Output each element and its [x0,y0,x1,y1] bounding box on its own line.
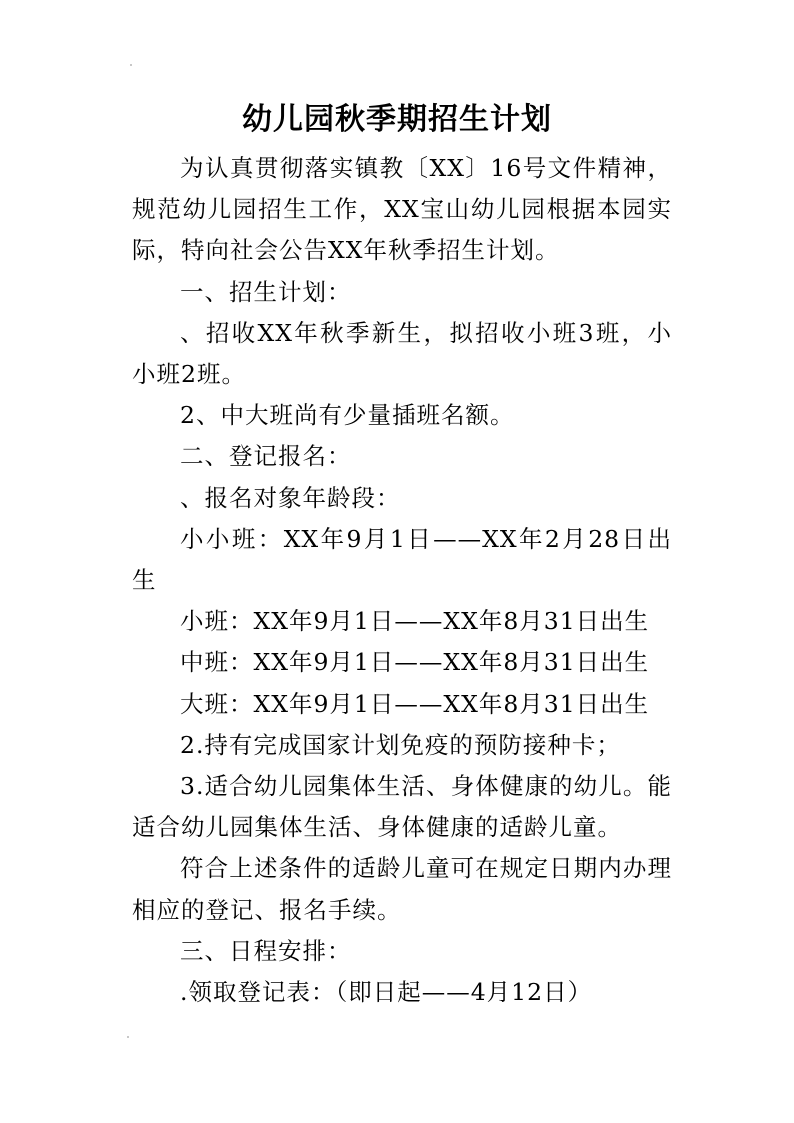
paragraph-age-groups: 、报名对象年龄段： [180,483,401,512]
paragraph-new-students: 、招收XX年秋季新生，拟招收小班3班，小小班2班。 [132,318,672,389]
paragraph-eligibility: 符合上述条件的适龄儿童可在规定日期内办理相应的登记、报名手续。 [132,854,672,924]
document-body [132,148,672,1013]
document-title: 幼儿园秋季期招生计划 [242,102,552,137]
paragraph-transfer-quota: 2、中大班尚有少量插班名额。 [180,401,515,430]
paragraph-vaccination: 2.持有完成国家计划免疫的预防接种卡； [180,730,621,759]
paragraph-senior-class: 大班：XX年9月1日——XX年8月31日出生 [180,689,650,718]
paragraph-toddler-class: 小小班：XX年9月1日——XX年2月28日出生 [132,524,672,595]
paragraph-form-pickup: .领取登记表：（即日起——4月12日） [180,978,593,1007]
heading-registration: 二、登记报名： [180,442,352,471]
paragraph-health: 3.适合幼儿园集体生活、身体健康的幼儿。能适合幼儿园集体生活、身体健康的适龄儿童。 [132,772,672,842]
heading-enrollment-plan: 一、招生计划： [180,277,352,306]
scan-speck [127,1036,129,1038]
heading-schedule: 三、日程安排： [180,936,352,965]
scan-speck [130,64,132,66]
paragraph-middle-class: 中班：XX年9月1日——XX年8月31日出生 [180,648,650,677]
paragraph-intro: 为认真贯彻落实镇教〔XX〕16号文件精神，规范幼儿园招生工作，XX宝山幼儿园根据本园实际，特向社会公告XX年秋季招生计划。 [132,154,672,265]
paragraph-junior-class: 小班：XX年9月1日——XX年8月31日出生 [180,607,650,636]
